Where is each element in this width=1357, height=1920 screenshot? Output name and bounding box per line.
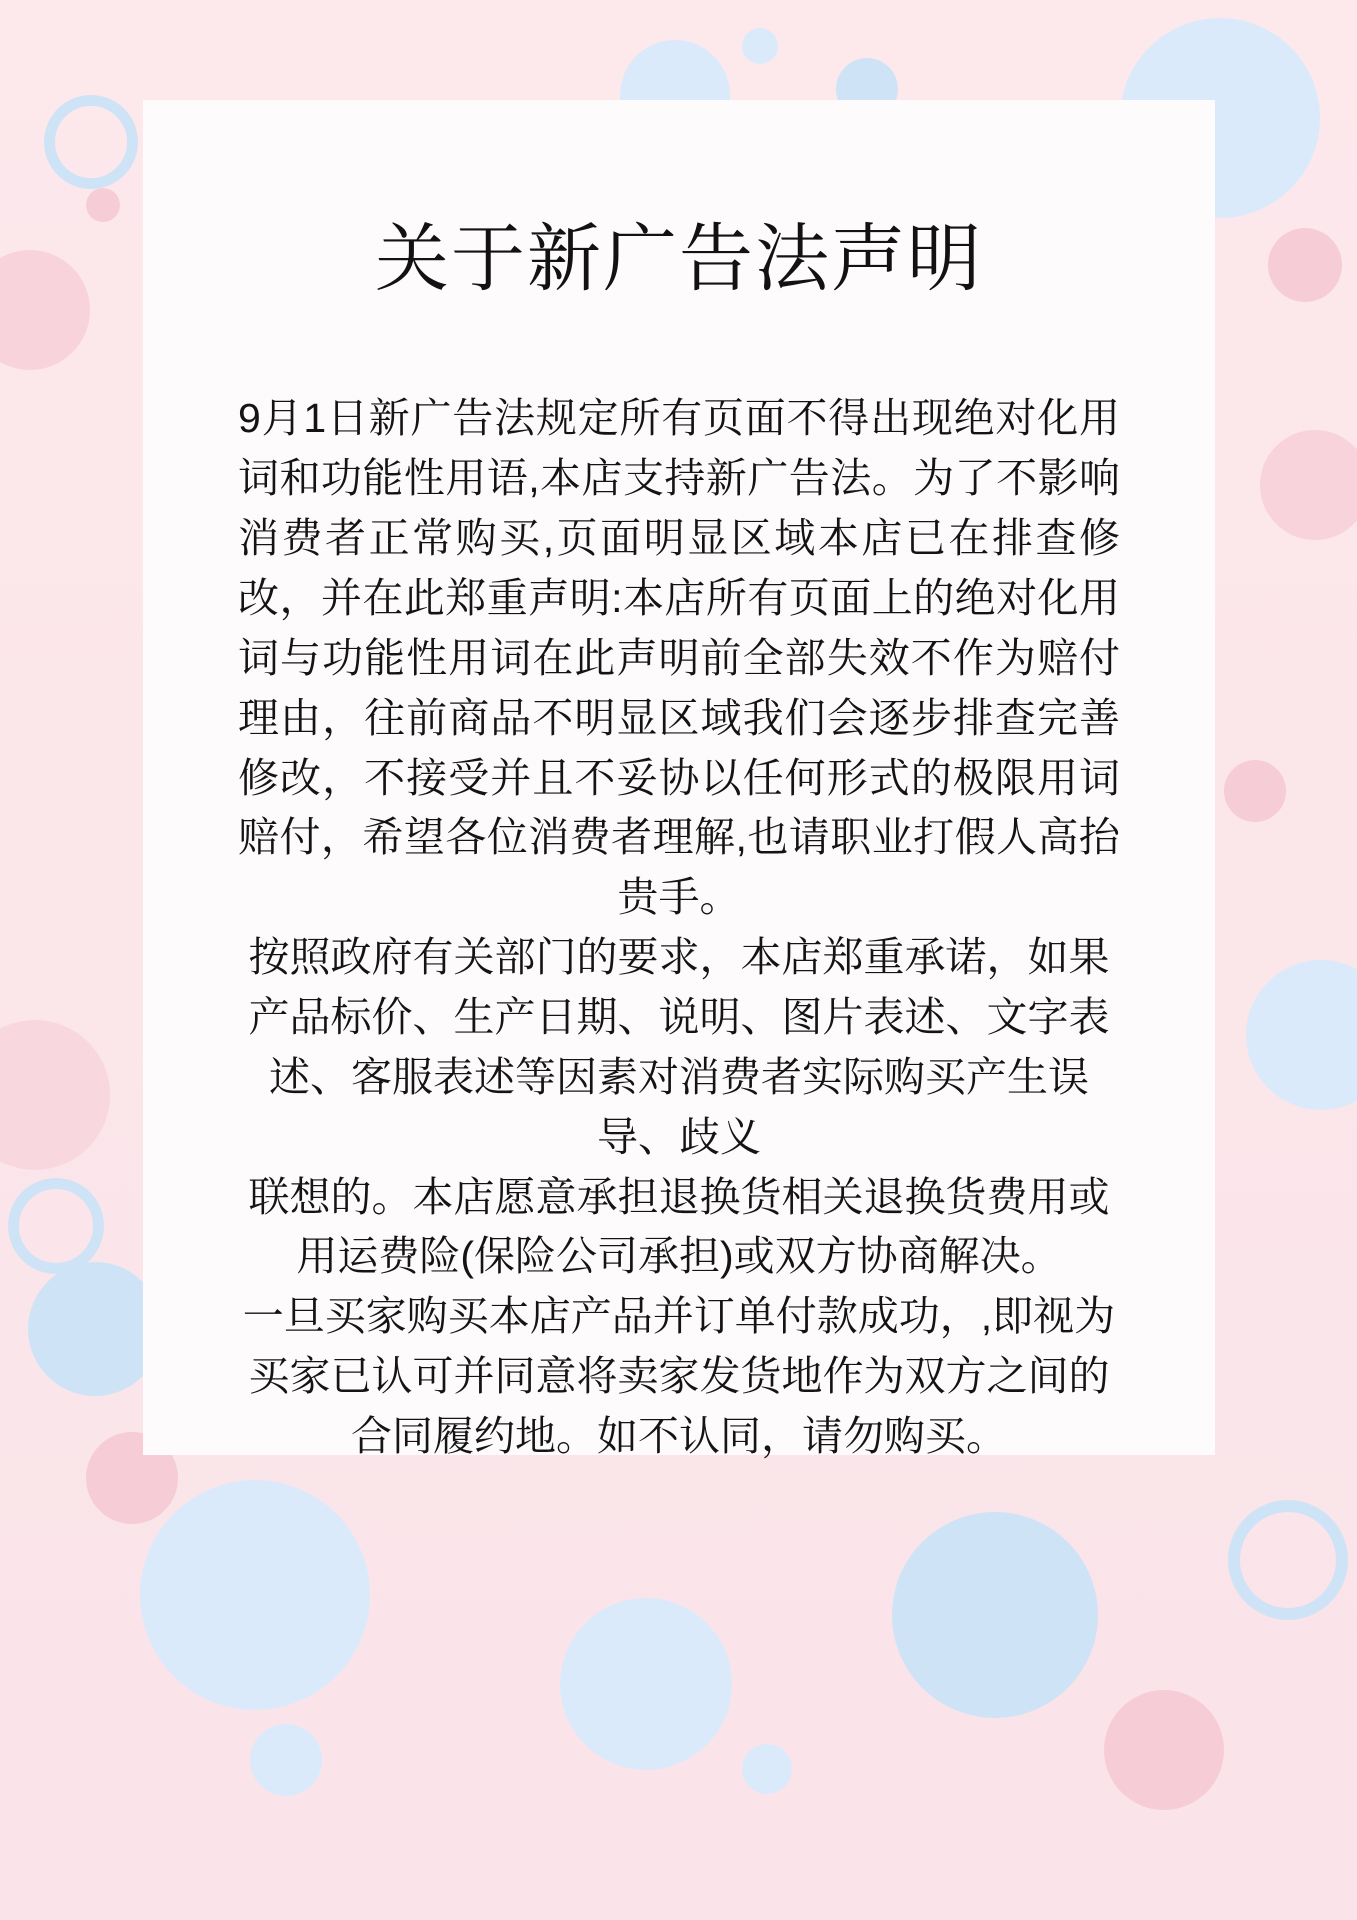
statement-body	[238, 389, 1120, 1466]
bubble-small-top-left	[86, 188, 120, 222]
bubble-top-right-small	[1268, 228, 1342, 302]
statement-paragraph-3: 联想的。本店愿意承担退换货相关退换货费用或用运费险(保险公司承担)或双方协商解决。	[248, 1173, 1110, 1280]
bubble-bottom-right-large	[892, 1512, 1098, 1718]
statement-paragraph-4: 一旦买家购买本店产品并订单付款成功，,即视为买家已认可并同意将卖家发货地作为双方之间的合同履约地。如不认同，请勿购买。	[242, 1293, 1116, 1459]
bubble-bottom-left-large	[140, 1480, 370, 1710]
bubble-bottom-center-small	[742, 1744, 792, 1794]
bubble-left-top-pink	[0, 250, 90, 370]
statement-paragraph-2: 按照政府有关部门的要求，本店郑重承诺，如果产品标价、生产日期、说明、图片表述、文字表述、客服表述等因素对消费者实际购买产生误导、歧义	[248, 934, 1110, 1160]
page-title: 关于新广告法声明	[375, 217, 983, 300]
statement-paragraph-1: 9月1日新广告法规定所有页面不得出现绝对化用词和功能性用语,本店支持新广告法。为了不影响消费者正常购买,页面明显区域本店已在排查修改，并在此郑重声明:本店所有页面上的绝对化用词与功能性用词在此声明前全部失效不作为赔付理由，往前商品不明显区域我们会逐步排查完善修改，不接受并且不妥协以任何形式的极限用词赔付，希望各位消费者理解,也请职业打假人高抬贵手。	[238, 395, 1120, 921]
bubble-right-mid-small	[1224, 760, 1286, 822]
bubble-bottom-left-small	[250, 1724, 322, 1796]
bubble-left-mid-large	[28, 1262, 162, 1396]
bubble-ring-top-left	[44, 95, 138, 189]
bubble-bottom-right-pink	[1104, 1690, 1224, 1810]
statement-card	[143, 100, 1215, 1459]
statement-card-inner	[143, 100, 1215, 1467]
bubble-top-center-small	[742, 28, 778, 64]
bubble-bottom-right-ring	[1228, 1500, 1348, 1620]
bubble-right-mid-large	[1246, 960, 1357, 1110]
bubble-left-soft	[0, 1020, 110, 1170]
bubble-right-upper	[1260, 430, 1357, 540]
bubble-bottom-center	[560, 1598, 732, 1770]
bubble-left-mid-ring	[8, 1178, 104, 1274]
